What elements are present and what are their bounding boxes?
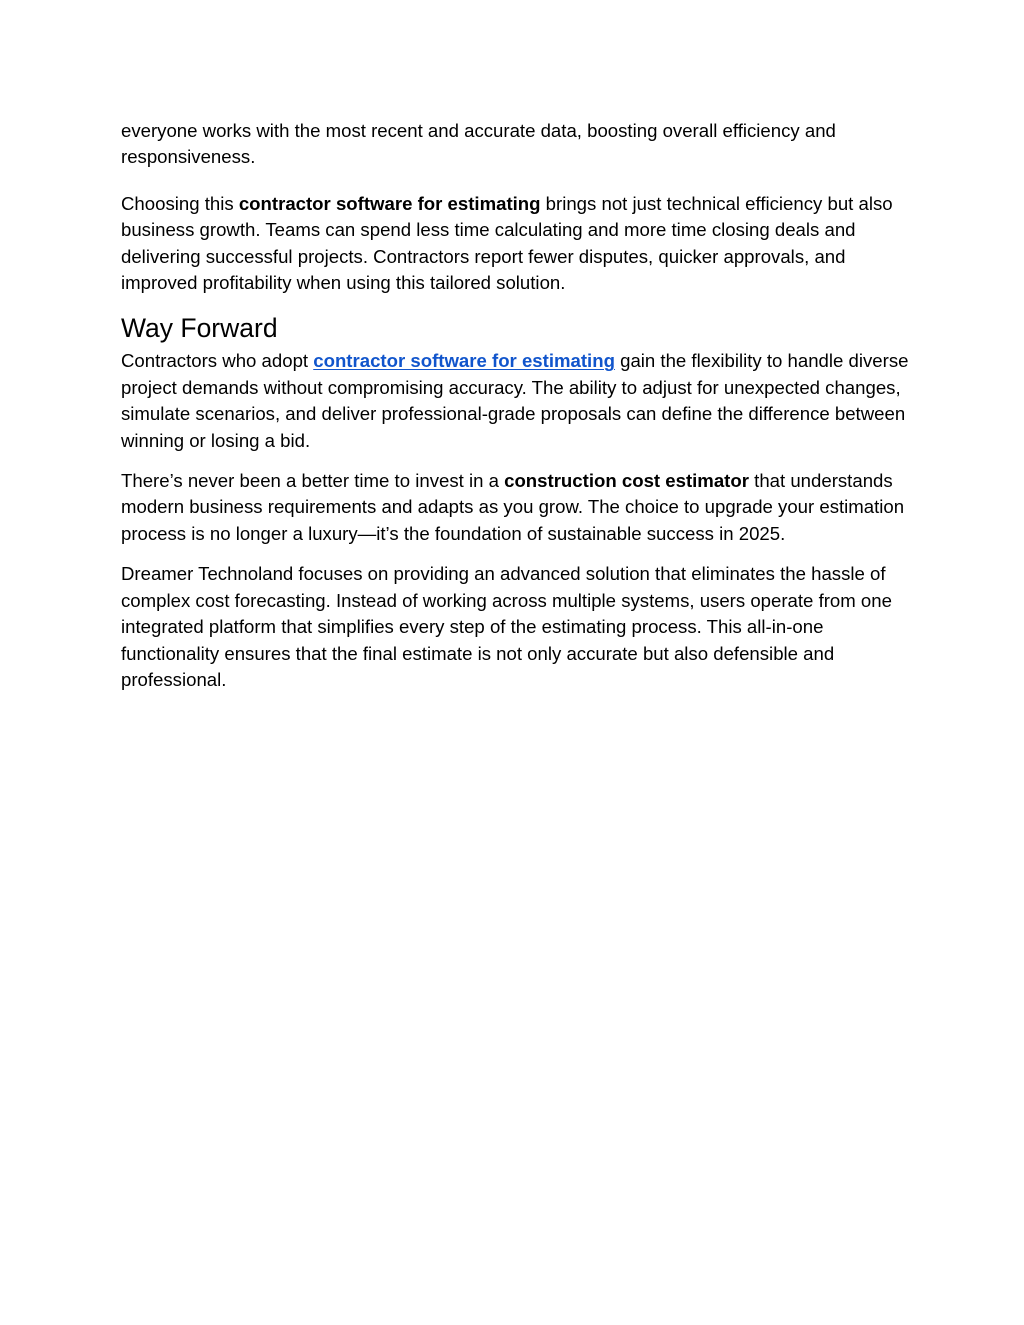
paragraph-contractors <box>121 348 911 454</box>
paragraph-choosing <box>121 191 911 297</box>
paragraph-text-after: brings not just technical efficiency but also business growth. Teams can spend less time calculating and more time closing deals and delivering successful projects. Contractors report fewer disputes, quicker approvals, and improved profitability when using this tailored solution. <box>121 192 893 294</box>
paragraph-text-after: that understands modern business requirements and adapts as you grow. The choice to upgrade your estimation process is no longer a luxury—it’s the foundation of sustainable success in 2025. <box>121 470 905 544</box>
section-heading: Way Forward <box>121 313 278 344</box>
paragraph-text-before: Choosing this <box>121 192 239 214</box>
paragraph-continuation <box>121 118 911 171</box>
paragraph-text: everyone works with the most recent and accurate data, boosting overall efficiency and responsiveness. <box>121 120 836 168</box>
document-page <box>121 118 911 693</box>
paragraph-text-before: Contractors who adopt <box>121 350 314 372</box>
paragraph-text-before: There’s never been a better time to invest in a <box>121 470 505 492</box>
bold-keyword: contractor software for estimating <box>238 192 541 214</box>
paragraph-text-after: gain the flexibility to handle diverse project demands without compromising accuracy. The ability to adjust for unexpected changes, simulate scenarios, and deliver professional-grade proposals can define the difference between winning or losing a bid. <box>121 350 909 451</box>
paragraph-invest <box>121 468 911 547</box>
paragraph-dreamer <box>121 561 911 693</box>
paragraph-text: Dreamer Technoland focuses on providing an advanced solution that eliminates the hassle of complex cost forecasting. Instead of working across multiple systems, users operate from one integrated platform that simplifies every step of the estimating process. This all-in-one functionality ensures that the final estimate is not only accurate but also defensible and professional. <box>121 563 892 690</box>
contractor-software-link[interactable]: contractor software for estimating <box>313 350 615 372</box>
bold-keyword: construction cost estimator <box>504 470 749 492</box>
